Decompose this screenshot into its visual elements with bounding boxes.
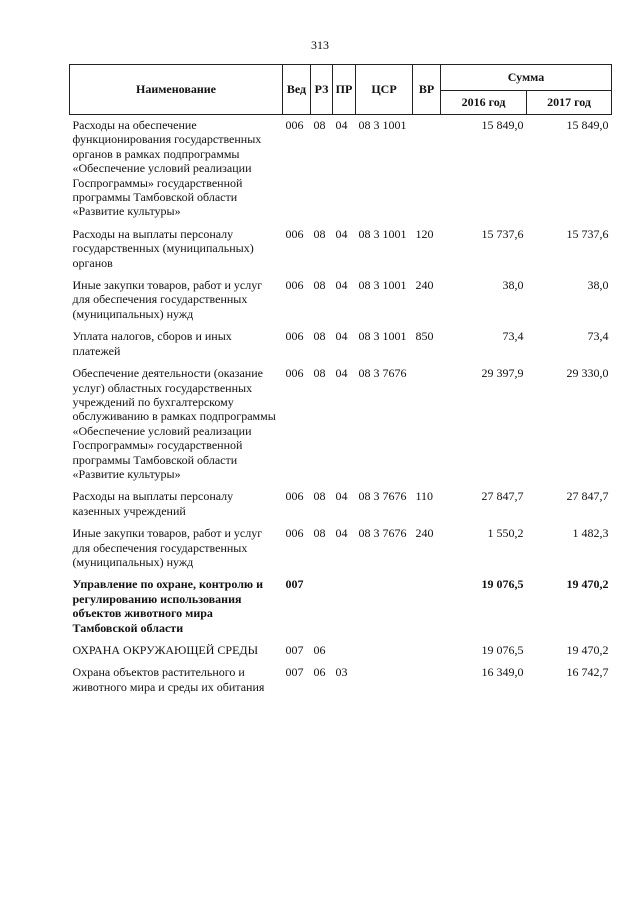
cell-csr: 08 3 1001 (358, 226, 407, 241)
cell-vr: 850 (415, 329, 434, 344)
cell-ved: 006 (285, 526, 304, 541)
cell-ved: 006 (285, 329, 304, 344)
table-row (70, 574, 612, 640)
cell-ved: 007 (285, 577, 304, 592)
cell-rz: 08 (313, 278, 326, 293)
cell-name: Расходы на выплаты персоналу государственных (муниципальных) органов (72, 226, 254, 270)
cell-csr: 08 3 1001 (358, 118, 407, 132)
table-row (70, 662, 612, 699)
cell-ved: 007 (285, 643, 304, 657)
table-header (70, 65, 612, 115)
cell-rz: 06 (313, 665, 326, 680)
cell-ved: 006 (285, 489, 304, 504)
cell-name: Управление по охране, контролю и регулированию использования объектов животного мира Тамбовской области (72, 577, 264, 635)
cell-sum-2017: 15 737,6 (566, 226, 609, 241)
cell-sum-2016: 15 737,6 (481, 226, 524, 241)
cell-sum-2017: 19 470,2 (566, 577, 609, 592)
cell-name: Иные закупки товаров, работ и услуг для обеспечения государственных (муниципальных) нужд (72, 278, 263, 321)
cell-pr: 04 (335, 118, 348, 132)
cell-name: Иные закупки товаров, работ и услуг для обеспечения государственных (муниципальных) нужд (72, 526, 263, 569)
cell-pr: 04 (335, 278, 348, 293)
header-csr: ЦСР (356, 65, 413, 115)
cell-name: Обеспечение деятельности (оказание услуг) областных государственных учреждений по бухгалтерскому обслуживанию в рамках подпрограммы «Обеспечение условий реализации Госпрограммы» государственной программы Тамбовской области «Развитие культуры» (72, 366, 276, 481)
header-pr: ПР (333, 65, 356, 115)
cell-pr (333, 640, 356, 662)
header-year-2017: 2017 год (527, 91, 612, 115)
cell-rz: 08 (313, 526, 326, 541)
cell-ved: 006 (285, 366, 304, 381)
cell-csr (356, 640, 413, 662)
cell-sum-2016: 15 849,0 (481, 118, 524, 132)
header-name: Наименование (70, 65, 283, 115)
cell-sum-2017: 73,4 (587, 329, 609, 344)
cell-name: Расходы на выплаты персоналу казенных учреждений (72, 489, 234, 518)
table-row (70, 275, 612, 326)
cell-csr: 08 3 7676 (358, 489, 407, 504)
cell-name: ОХРАНА ОКРУЖАЮЩЕЙ СРЕДЫ (72, 643, 259, 657)
cell-vr: 110 (415, 489, 434, 504)
cell-sum-2017: 19 470,2 (566, 643, 609, 657)
cell-vr: 240 (415, 526, 434, 541)
cell-csr: 08 3 1001 (358, 278, 407, 293)
cell-name: Расходы на обеспечение функционирования государственных органов в рамках подпрограммы «Обеспечение условий реализации Госпрограммы» государственной программы Тамбовской области «Развитие культуры» (72, 118, 262, 219)
cell-name: Охрана объектов растительного и животного мира и среды их обитания (72, 665, 265, 694)
table-row (70, 640, 612, 662)
cell-rz: 08 (313, 226, 326, 241)
table-row (70, 115, 612, 224)
header-sum: Сумма (441, 65, 612, 91)
cell-sum-2017: 1 482,3 (572, 526, 609, 541)
cell-sum-2017: 38,0 (587, 278, 609, 293)
cell-pr (333, 574, 356, 640)
cell-ved: 006 (285, 226, 304, 241)
cell-pr: 04 (335, 489, 348, 504)
budget-table (69, 64, 612, 699)
cell-sum-2016: 1 550,2 (487, 526, 524, 541)
cell-pr: 04 (335, 526, 348, 541)
table-row (70, 523, 612, 574)
cell-vr (413, 640, 441, 662)
cell-rz: 06 (313, 643, 326, 657)
cell-sum-2017: 16 742,7 (566, 665, 609, 680)
cell-vr (413, 115, 441, 224)
cell-sum-2016: 19 076,5 (481, 643, 524, 657)
cell-csr: 08 3 7676 (358, 526, 407, 541)
cell-sum-2016: 16 349,0 (481, 665, 524, 680)
table-row (70, 224, 612, 275)
cell-ved: 006 (285, 278, 304, 293)
cell-pr: 04 (335, 329, 348, 344)
cell-rz: 08 (313, 489, 326, 504)
cell-vr: 240 (415, 278, 434, 293)
table-row (70, 363, 612, 486)
cell-pr: 04 (335, 226, 348, 241)
cell-sum-2016: 29 397,9 (481, 366, 524, 381)
cell-csr: 08 3 1001 (358, 329, 407, 344)
table-row (70, 486, 612, 523)
cell-vr (413, 574, 441, 640)
header-rz: РЗ (311, 65, 333, 115)
cell-name: Уплата налогов, сборов и иных платежей (72, 329, 232, 358)
cell-rz: 08 (313, 329, 326, 344)
cell-ved: 006 (285, 118, 304, 132)
cell-rz: 08 (313, 366, 326, 381)
cell-sum-2016: 27 847,7 (481, 489, 524, 504)
cell-csr: 08 3 7676 (358, 366, 407, 381)
cell-sum-2017: 15 849,0 (566, 118, 609, 132)
cell-rz (311, 574, 333, 640)
cell-ved: 007 (285, 665, 304, 680)
header-year-2016: 2016 год (441, 91, 527, 115)
cell-rz: 08 (313, 118, 326, 132)
cell-csr (356, 574, 413, 640)
cell-sum-2016: 73,4 (502, 329, 524, 344)
cell-pr: 03 (335, 665, 348, 680)
cell-csr (356, 662, 413, 699)
cell-pr: 04 (335, 366, 348, 381)
cell-sum-2017: 29 330,0 (566, 366, 609, 381)
header-ved: Вед (283, 65, 311, 115)
table-body (70, 115, 612, 700)
cell-sum-2017: 27 847,7 (566, 489, 609, 504)
table-row (70, 326, 612, 363)
cell-sum-2016: 19 076,5 (481, 577, 524, 592)
header-vr: ВР (413, 65, 441, 115)
page-number: 313 (311, 38, 329, 52)
cell-vr: 120 (415, 226, 434, 241)
cell-vr (413, 662, 441, 699)
cell-sum-2016: 38,0 (502, 278, 524, 293)
cell-vr (413, 363, 441, 486)
